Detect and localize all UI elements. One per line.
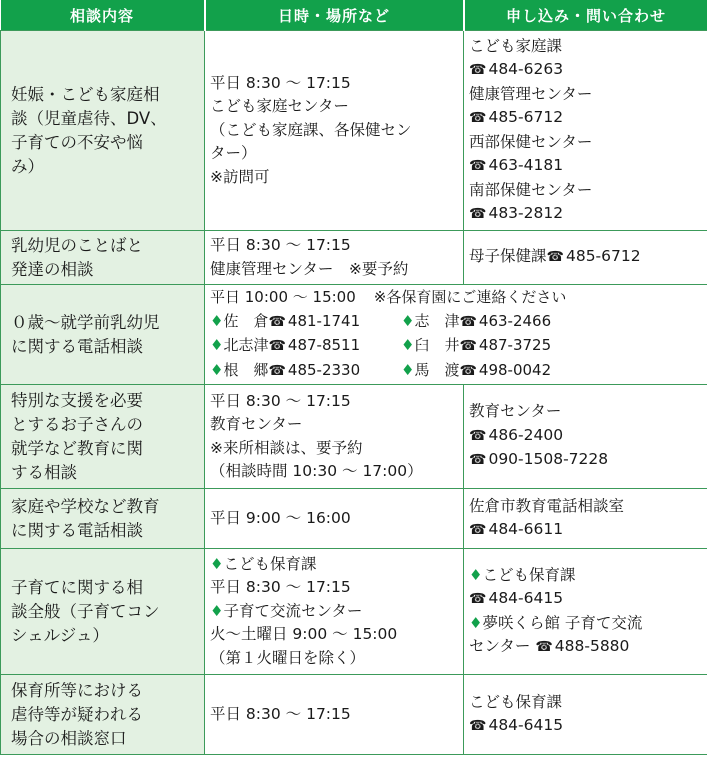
contact-phone bbox=[469, 154, 703, 179]
contact-cell bbox=[464, 675, 707, 755]
contact-phone bbox=[469, 58, 703, 83]
phone-number: 484-6263 bbox=[488, 60, 564, 78]
phone-icon: ☎ bbox=[268, 338, 286, 354]
phone-number: 483-2812 bbox=[488, 204, 564, 222]
nursery-entry bbox=[210, 334, 401, 359]
phone-number: 485-2330 bbox=[287, 360, 361, 379]
phone-icon: ☎ bbox=[469, 452, 487, 469]
topic-line: シェルジュ） bbox=[11, 625, 109, 645]
diamond-icon: ♦ bbox=[469, 565, 483, 584]
nursery-note: ※各保育園にご連絡ください bbox=[373, 288, 567, 306]
contact-phone bbox=[469, 587, 703, 612]
diamond-icon: ♦ bbox=[210, 311, 224, 330]
nursery-hours: 平日 10:00 ～ 15:00 bbox=[210, 288, 356, 306]
contact-cell bbox=[464, 231, 707, 285]
diamond-icon: ♦ bbox=[401, 336, 415, 354]
diamond-icon: ♦ bbox=[210, 336, 224, 354]
info-office bbox=[210, 600, 459, 624]
table-header-row bbox=[1, 0, 707, 31]
contact-phone bbox=[469, 202, 703, 227]
phone-number: 485-6712 bbox=[565, 247, 641, 266]
topic-line: 子育ての不安や悩 bbox=[11, 132, 143, 152]
topic-line: に関する電話相談 bbox=[11, 520, 143, 540]
phone-icon: ☎ bbox=[535, 639, 553, 655]
phone-number: 481-1741 bbox=[287, 311, 361, 330]
topic-line: 保育所等における bbox=[11, 680, 143, 700]
topic-line: に関する電話相談 bbox=[11, 336, 143, 356]
phone-number: 484-6415 bbox=[488, 716, 564, 734]
info-location: 教育センター bbox=[210, 415, 303, 433]
contact-cell bbox=[464, 31, 707, 231]
info-cell bbox=[205, 675, 464, 755]
nursery-entry bbox=[401, 359, 551, 384]
phone-icon: ☎ bbox=[459, 362, 477, 379]
table-row bbox=[1, 489, 707, 549]
topic-line: 子育てに関する相 bbox=[11, 577, 143, 597]
diamond-icon: ♦ bbox=[401, 311, 415, 330]
contact-name: 西部保健センター bbox=[469, 132, 593, 151]
topic-line: する相談 bbox=[11, 462, 77, 482]
info-hours: 平日 9:00 ～ 16:00 bbox=[210, 508, 351, 527]
info-note: （第１火曜日を除く） bbox=[210, 648, 366, 667]
topic-line: 場合の相談窓口 bbox=[11, 728, 127, 748]
phone-icon: ☎ bbox=[469, 110, 487, 126]
phone-icon: ☎ bbox=[469, 158, 487, 174]
table-row bbox=[1, 231, 707, 285]
info-hours: 平日 8:30 ～ 17:15 bbox=[210, 236, 351, 254]
diamond-icon: ♦ bbox=[210, 554, 224, 573]
contact-cell bbox=[464, 385, 707, 489]
contact-phone bbox=[469, 424, 703, 449]
office-name: こども保育課 bbox=[223, 554, 317, 573]
info-hours: 平日 8:30 ～ 17:15 bbox=[210, 704, 351, 723]
info-cell bbox=[205, 549, 464, 675]
topic-cell bbox=[1, 549, 205, 675]
nursery-name: 根 郷 bbox=[223, 360, 269, 379]
phone-number: 487-3725 bbox=[478, 336, 552, 354]
table-row bbox=[1, 385, 707, 489]
contact-phone bbox=[469, 635, 703, 660]
contact-name: 母子保健課 bbox=[469, 247, 547, 266]
phone-icon: ☎ bbox=[469, 591, 487, 607]
nursery-entry bbox=[210, 359, 401, 384]
topic-cell bbox=[1, 385, 205, 489]
topic-line: 妊娠・こども家庭相 bbox=[11, 84, 160, 104]
phone-number: 484-6415 bbox=[488, 589, 564, 607]
diamond-icon: ♦ bbox=[210, 360, 224, 379]
info-hours: 平日 8:30 ～ 17:15 bbox=[210, 391, 351, 410]
contact-name: こども家庭課 bbox=[469, 36, 563, 55]
topic-line: 就学など教育に関 bbox=[11, 438, 143, 458]
table-row bbox=[1, 675, 707, 755]
nursery-name: 臼 井 bbox=[414, 336, 460, 354]
contact-cell bbox=[464, 549, 707, 675]
office-name: センター bbox=[469, 637, 531, 655]
office-name: 夢咲くら館 子育て交流 bbox=[482, 613, 643, 632]
nursery-pair bbox=[210, 310, 703, 335]
nursery-entry bbox=[401, 310, 551, 335]
info-cell bbox=[205, 231, 464, 285]
topic-line: 虐待等が疑われる bbox=[11, 704, 143, 724]
contact-name bbox=[469, 612, 703, 636]
info-line: （こども家庭課、各保健セン bbox=[210, 120, 412, 139]
nursery-name: 北志津 bbox=[223, 336, 269, 354]
header-datetime-location: 日時・場所など bbox=[205, 0, 464, 31]
phone-number: 486-2400 bbox=[488, 425, 564, 444]
phone-icon: ☎ bbox=[459, 338, 477, 354]
phone-number: 463-4181 bbox=[488, 156, 564, 174]
info-location: 健康管理センター ※要予約 bbox=[210, 259, 409, 278]
phone-number: 463-2466 bbox=[478, 311, 552, 330]
info-cell bbox=[205, 31, 464, 231]
phone-icon: ☎ bbox=[546, 249, 564, 266]
topic-line: 談全般（子育てコン bbox=[11, 601, 160, 621]
topic-line: 発達の相談 bbox=[11, 259, 94, 279]
topic-line: 特別な支援を必要 bbox=[11, 390, 143, 410]
topic-line: 談（児童虐待、DV、 bbox=[11, 108, 167, 128]
phone-icon: ☎ bbox=[469, 206, 487, 222]
phone-icon: ☎ bbox=[469, 427, 487, 444]
phone-number: 487-8511 bbox=[287, 336, 361, 354]
office-name: こども保育課 bbox=[482, 565, 576, 584]
phone-number: 090-1508-7228 bbox=[488, 450, 609, 469]
phone-icon: ☎ bbox=[459, 313, 477, 330]
topic-line: ０歳～就学前乳幼児 bbox=[11, 312, 160, 332]
header-consultation-content: 相談内容 bbox=[1, 0, 205, 31]
phone-icon: ☎ bbox=[268, 313, 286, 330]
info-hours: 平日 8:30 ～ 17:15 bbox=[210, 578, 351, 597]
contact-name: 教育センター bbox=[469, 402, 562, 421]
topic-line: 乳幼児のことばと bbox=[11, 235, 143, 255]
table-row bbox=[1, 549, 707, 675]
info-cell bbox=[205, 489, 464, 549]
diamond-icon: ♦ bbox=[401, 360, 415, 379]
nursery-name: 馬 渡 bbox=[414, 360, 460, 379]
contact-cell bbox=[464, 489, 707, 549]
contact-name bbox=[469, 564, 703, 588]
contact-phone bbox=[469, 448, 703, 473]
topic-cell bbox=[1, 31, 205, 231]
nursery-name: 佐 倉 bbox=[223, 311, 269, 330]
office-name: 子育て交流センター bbox=[223, 601, 363, 620]
diamond-icon: ♦ bbox=[210, 601, 224, 620]
nursery-hours-line bbox=[210, 286, 703, 310]
info-cell bbox=[205, 385, 464, 489]
nursery-entry bbox=[210, 310, 401, 335]
phone-number: 484-6611 bbox=[488, 520, 564, 538]
header-application-inquiry: 申し込み・問い合わせ bbox=[464, 0, 707, 31]
contact-name: こども保育課 bbox=[469, 692, 563, 711]
diamond-icon: ♦ bbox=[469, 613, 483, 632]
phone-icon: ☎ bbox=[469, 718, 487, 734]
topic-cell bbox=[1, 231, 205, 285]
contact-phone bbox=[469, 714, 703, 739]
topic-cell bbox=[1, 489, 205, 549]
contact-phone bbox=[469, 106, 703, 131]
table-row bbox=[1, 31, 707, 231]
phone-icon: ☎ bbox=[469, 522, 487, 538]
info-hours: 平日 8:30 ～ 17:15 bbox=[210, 73, 351, 92]
contact-phone bbox=[469, 245, 703, 270]
info-line: ター） bbox=[210, 144, 257, 163]
contact-name: 佐倉市教育電話相談室 bbox=[469, 496, 625, 515]
topic-line: 家庭や学校など教育 bbox=[11, 496, 160, 516]
phone-number: 485-6712 bbox=[488, 108, 564, 126]
contact-phone bbox=[469, 518, 703, 543]
topic-line: とするお子さんの bbox=[11, 414, 143, 434]
contact-name: 南部保健センター bbox=[469, 180, 593, 199]
topic-cell bbox=[1, 675, 205, 755]
info-line: （相談時間 10:30 ～ 17:00） bbox=[210, 462, 423, 480]
nursery-entry bbox=[401, 334, 551, 359]
contact-name: 健康管理センター bbox=[469, 84, 593, 103]
info-note: ※訪問可 bbox=[210, 167, 270, 186]
nursery-cell bbox=[205, 285, 707, 385]
nursery-pair bbox=[210, 359, 703, 384]
phone-icon: ☎ bbox=[469, 62, 487, 78]
table-row bbox=[1, 285, 707, 385]
phone-icon: ☎ bbox=[268, 362, 286, 379]
topic-cell bbox=[1, 285, 205, 385]
phone-number: 498-0042 bbox=[478, 360, 552, 379]
info-office bbox=[210, 553, 459, 577]
info-note: ※来所相談は、要予約 bbox=[210, 438, 363, 457]
nursery-pair bbox=[210, 334, 703, 359]
info-hours: 火～土曜日 9:00 ～ 15:00 bbox=[210, 625, 398, 644]
nursery-name: 志 津 bbox=[414, 311, 460, 330]
topic-line: み） bbox=[11, 156, 44, 176]
info-location: こども家庭センター bbox=[210, 97, 349, 116]
phone-number: 488-5880 bbox=[554, 637, 630, 655]
